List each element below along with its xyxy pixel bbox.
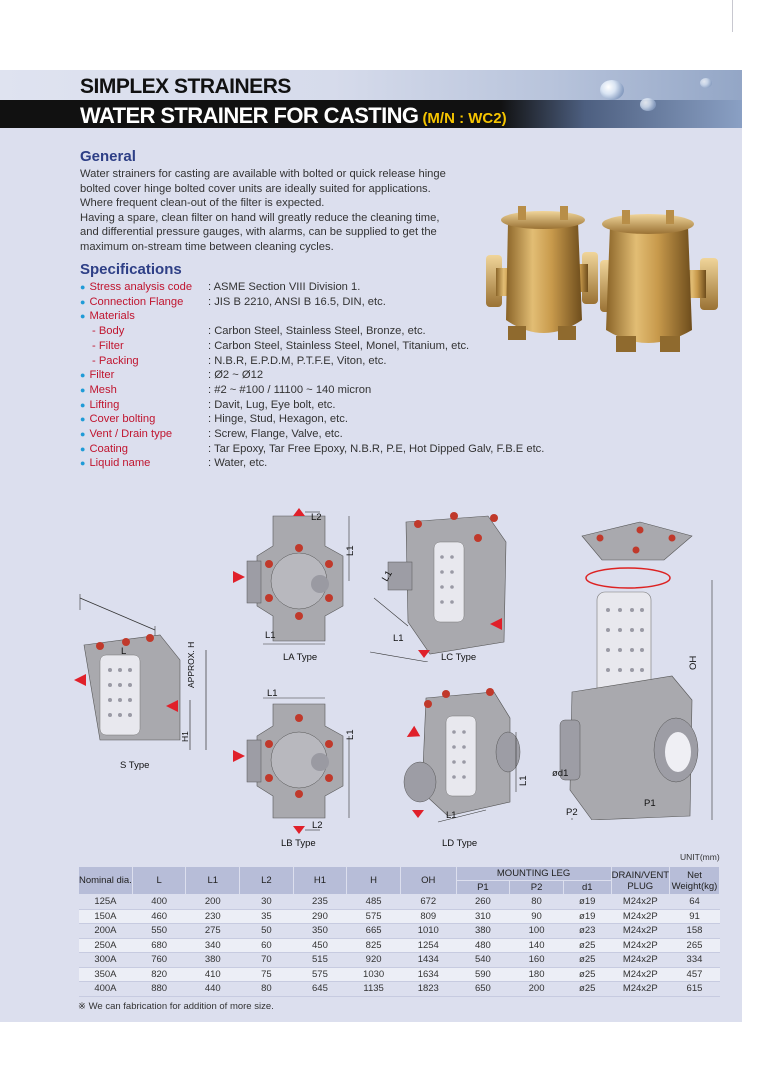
- table-row: [79, 953, 720, 968]
- table-cell: 550: [132, 924, 186, 939]
- lc-type-diagram: [368, 502, 518, 662]
- dim-label-L1: L1: [345, 729, 356, 740]
- table-cell: 515: [293, 953, 347, 968]
- spec-value: : JIS B 2210, ANSI B 16.5, DIN, etc.: [208, 295, 386, 308]
- table-cell: ø23: [563, 924, 611, 939]
- table-cell: 340: [186, 938, 240, 953]
- table-cell: 60: [240, 938, 294, 953]
- lc-type-label: LC Type: [441, 652, 477, 663]
- table-cell: 480: [456, 938, 510, 953]
- s-type-diagram: [70, 590, 220, 770]
- table-cell: 400: [132, 895, 186, 910]
- spec-row: [80, 280, 544, 295]
- bullet-icon: ●: [80, 429, 86, 440]
- col-header: H1: [293, 867, 347, 895]
- table-cell: 140: [510, 938, 564, 953]
- table-cell: M24x2P: [611, 967, 669, 982]
- table-cell: 90: [510, 909, 564, 924]
- table-cell: 250A: [79, 938, 133, 953]
- general-line: bolted cover hinge bolted cover units are ideally suited for applications.: [80, 182, 431, 195]
- table-cell: ø25: [563, 982, 611, 997]
- dim-label-L1: L1: [380, 568, 395, 584]
- table-cell: 672: [400, 895, 456, 910]
- lb-type-diagram: [225, 690, 360, 838]
- strainer-right: [600, 210, 718, 352]
- bullet-icon: ●: [80, 311, 86, 322]
- table-cell: 575: [347, 909, 401, 924]
- table-cell: 665: [347, 924, 401, 939]
- table-row: [79, 895, 720, 910]
- spec-label: [80, 427, 208, 442]
- s-type-label: S Type: [120, 760, 150, 771]
- col-header: Net Weight(kg): [669, 867, 719, 895]
- spec-label-text: Cover bolting: [89, 413, 156, 426]
- dim-label-L1: L1: [446, 810, 457, 821]
- table-cell: 680: [132, 938, 186, 953]
- dim-label-L1: L1: [267, 688, 278, 699]
- table-cell: 200: [510, 982, 564, 997]
- table-cell: 400A: [79, 982, 133, 997]
- spec-row: [80, 412, 544, 427]
- page-title: [80, 103, 507, 129]
- table-cell: M24x2P: [611, 909, 669, 924]
- table-cell: 1434: [400, 953, 456, 968]
- unit-label: UNIT(mm): [680, 852, 720, 862]
- spec-label: [80, 456, 208, 471]
- catalog-page: [0, 70, 742, 1022]
- dim-label-L1: L1: [393, 633, 404, 644]
- specifications-heading: Specifications: [80, 261, 182, 278]
- table-cell: 1634: [400, 967, 456, 982]
- spec-row: [80, 398, 544, 413]
- dim-label-P2: P2: [566, 807, 578, 818]
- table-cell: 265: [669, 938, 719, 953]
- table-cell: 200: [186, 895, 240, 910]
- table-cell: 450: [293, 938, 347, 953]
- general-line: Where frequent clean-out of the filter is expected.: [80, 197, 325, 210]
- spec-label: - Packing: [92, 354, 139, 367]
- table-cell: M24x2P: [611, 953, 669, 968]
- spec-label-text: Coating: [89, 442, 128, 455]
- table-cell: 160: [510, 953, 564, 968]
- spec-label-text: Connection Flange: [89, 295, 184, 308]
- table-cell: 334: [669, 953, 719, 968]
- dim-label-d1: ød1: [552, 768, 569, 779]
- spec-label: [80, 368, 208, 383]
- header-category: SIMPLEX STRAINERS: [80, 75, 291, 98]
- table-cell: 1030: [347, 967, 401, 982]
- table-cell: 1254: [400, 938, 456, 953]
- spec-row: [80, 354, 544, 369]
- spec-label-text: Lifting: [89, 398, 120, 411]
- dim-label-OH: OH: [688, 655, 699, 670]
- table-cell: 275: [186, 924, 240, 939]
- table-cell: 760: [132, 953, 186, 968]
- table-body: [79, 895, 720, 997]
- spec-label: [80, 280, 208, 295]
- table-cell: 575: [293, 967, 347, 982]
- general-line: Having a spare, clean filter on hand will greatly reduce the cleaning time,: [80, 211, 440, 224]
- table-cell: ø19: [563, 895, 611, 910]
- spec-row: [80, 295, 544, 310]
- table-cell: 590: [456, 967, 510, 982]
- spec-value: : Carbon Steel, Stainless Steel, Bronze, etc.: [208, 325, 426, 338]
- spec-label-text: Liquid name: [89, 457, 151, 470]
- la-type-diagram: [225, 506, 360, 654]
- table-cell: 820: [132, 967, 186, 982]
- dim-label-L1: L1: [265, 630, 276, 641]
- water-drop-icon: [700, 78, 712, 88]
- spec-value: : Water, etc.: [208, 457, 268, 470]
- table-cell: 235: [293, 895, 347, 910]
- table-cell: 1135: [347, 982, 401, 997]
- general-paragraph: [80, 167, 500, 255]
- table-cell: 615: [669, 982, 719, 997]
- spec-row: [80, 456, 544, 471]
- table-cell: 300A: [79, 953, 133, 968]
- table-cell: 260: [456, 895, 510, 910]
- spec-row: [80, 309, 544, 324]
- spec-label: - Body: [92, 325, 125, 338]
- col-header: OH: [400, 867, 456, 895]
- specifications-list: [80, 280, 544, 471]
- spec-value: : ASME Section VIII Division 1.: [208, 281, 361, 293]
- header-bar-fade: [500, 100, 742, 128]
- bullet-icon: ●: [80, 282, 86, 292]
- bullet-icon: ●: [80, 414, 86, 425]
- table-cell: M24x2P: [611, 924, 669, 939]
- spec-label: [80, 295, 208, 310]
- table-cell: 880: [132, 982, 186, 997]
- table-cell: 125A: [79, 895, 133, 910]
- dim-label-L1: L1: [518, 775, 529, 786]
- general-line: Water strainers for casting are available with bolted or quick release hinge: [80, 168, 446, 180]
- table-row: [79, 938, 720, 953]
- water-drop-icon: [600, 80, 624, 100]
- dim-label-P1: P1: [644, 798, 656, 809]
- table-cell: 825: [347, 938, 401, 953]
- dimension-table: [78, 866, 720, 997]
- general-line: and differential pressure gauges, with alarms, can be supplied to get the: [80, 226, 437, 239]
- spec-label-text: Filter: [89, 369, 115, 382]
- table-cell: 50: [240, 924, 294, 939]
- table-cell: 809: [400, 909, 456, 924]
- table-cell: 645: [293, 982, 347, 997]
- table-cell: M24x2P: [611, 938, 669, 953]
- dim-label-L: L: [121, 646, 127, 657]
- spec-label: [80, 383, 208, 398]
- lb-type-label: LB Type: [281, 838, 316, 849]
- table-row: [79, 982, 720, 997]
- spec-value: : Ø2 ~ Ø12: [208, 369, 264, 382]
- table-cell: 1823: [400, 982, 456, 997]
- ld-type-diagram: [398, 682, 538, 832]
- spec-value: : Hinge, Stud, Hexagon, etc.: [208, 413, 348, 426]
- general-heading: General: [80, 148, 136, 165]
- table-cell: 440: [186, 982, 240, 997]
- spec-value: : Tar Epoxy, Tar Free Epoxy, N.B.R, P.E, Hot Dipped Galv, F.B.E etc.: [208, 442, 545, 455]
- table-cell: M24x2P: [611, 982, 669, 997]
- table-cell: 150A: [79, 909, 133, 924]
- table-cell: 350: [293, 924, 347, 939]
- la-type-label: LA Type: [283, 652, 318, 663]
- spec-value: : #2 ~ #100 / 11100 ~ 140 micron: [208, 383, 372, 396]
- table-cell: 30: [240, 895, 294, 910]
- bullet-icon: ●: [80, 399, 86, 410]
- table-cell: 457: [669, 967, 719, 982]
- table-cell: 1010: [400, 924, 456, 939]
- table-cell: 75: [240, 967, 294, 982]
- water-drop-icon: [640, 98, 656, 111]
- table-cell: 180: [510, 967, 564, 982]
- table-cell: 485: [347, 895, 401, 910]
- spec-value: : Screw, Flange, Valve, etc.: [208, 428, 343, 441]
- table-cell: 380: [186, 953, 240, 968]
- bullet-icon: ●: [80, 384, 86, 395]
- product-photo: [478, 200, 724, 368]
- col-header: MOUNTING LEG: [456, 867, 611, 881]
- table-cell: 380: [456, 924, 510, 939]
- table-cell: 80: [240, 982, 294, 997]
- footnote: ※ We can fabrication for addition of more size.: [78, 1001, 274, 1012]
- table-cell: 35: [240, 909, 294, 924]
- col-header: L: [132, 867, 186, 895]
- col-header: P2: [510, 881, 564, 895]
- table-cell: 80: [510, 895, 564, 910]
- col-header: L2: [240, 867, 294, 895]
- table-cell: ø19: [563, 909, 611, 924]
- spec-row: [80, 324, 544, 339]
- spec-row: [80, 339, 544, 354]
- table-cell: 200A: [79, 924, 133, 939]
- spec-label: [80, 442, 208, 457]
- dim-label-L2: L2: [311, 512, 322, 523]
- spec-value: : Carbon Steel, Stainless Steel, Monel, Titanium, etc.: [208, 339, 470, 352]
- table-cell: 158: [669, 924, 719, 939]
- ld-type-label: LD Type: [442, 838, 478, 849]
- spec-value: : N.B.R, E.P.D.M, P.T.F.E, Viton, etc.: [208, 354, 387, 367]
- strainer-left: [486, 206, 598, 340]
- col-header: H: [347, 867, 401, 895]
- spec-label: [80, 398, 208, 413]
- spec-row: [80, 427, 544, 442]
- spec-row: [80, 368, 544, 383]
- col-header: P1: [456, 881, 510, 895]
- dim-label-H1: H1: [180, 731, 190, 742]
- dim-label-L1: L1: [345, 545, 356, 556]
- dim-label-L2: L2: [312, 820, 323, 831]
- page-corner-line: [732, 0, 733, 32]
- table-cell: 650: [456, 982, 510, 997]
- table-cell: 540: [456, 953, 510, 968]
- table-cell: 100: [510, 924, 564, 939]
- page-title-text: WATER STRAINER FOR CASTING: [80, 103, 419, 128]
- spec-label-text: Materials: [89, 310, 135, 323]
- bullet-icon: ●: [80, 370, 86, 381]
- table-cell: 310: [456, 909, 510, 924]
- col-header: Nominal dia.: [79, 867, 133, 895]
- spec-label-text: Stress analysis code: [89, 281, 193, 293]
- bullet-icon: ●: [80, 458, 86, 469]
- exploded-view-diagram: [552, 520, 727, 820]
- spec-row: [80, 383, 544, 398]
- general-line: maximum on-stream time between cleaning cycles.: [80, 240, 334, 253]
- spec-label: [80, 309, 208, 324]
- bullet-icon: ●: [80, 296, 86, 307]
- spec-label: [80, 412, 208, 427]
- table-cell: 350A: [79, 967, 133, 982]
- table-cell: 91: [669, 909, 719, 924]
- spec-row: [80, 442, 544, 457]
- table-cell: 64: [669, 895, 719, 910]
- header-banner: [0, 70, 742, 130]
- model-number: (M/N : WC2): [422, 110, 507, 127]
- spec-label-text: Vent / Drain type: [89, 428, 173, 441]
- col-header: DRAIN/VENT PLUG: [611, 867, 669, 895]
- table-cell: 70: [240, 953, 294, 968]
- table-row: [79, 924, 720, 939]
- table-cell: M24x2P: [611, 895, 669, 910]
- table-cell: 290: [293, 909, 347, 924]
- table-row: [79, 909, 720, 924]
- table-cell: ø25: [563, 938, 611, 953]
- table-cell: 920: [347, 953, 401, 968]
- col-header: L1: [186, 867, 240, 895]
- spec-value: : Davit, Lug, Eye bolt, etc.: [208, 398, 336, 411]
- dim-label-H: APPROX. H: [186, 641, 196, 688]
- table-row: [79, 967, 720, 982]
- spec-label: - Filter: [92, 339, 124, 352]
- col-header: d1: [563, 881, 611, 895]
- table-cell: ø25: [563, 953, 611, 968]
- spec-label-text: Mesh: [89, 383, 117, 396]
- table-cell: 230: [186, 909, 240, 924]
- table-cell: 460: [132, 909, 186, 924]
- table-cell: ø25: [563, 967, 611, 982]
- bullet-icon: ●: [80, 443, 86, 454]
- table-cell: 410: [186, 967, 240, 982]
